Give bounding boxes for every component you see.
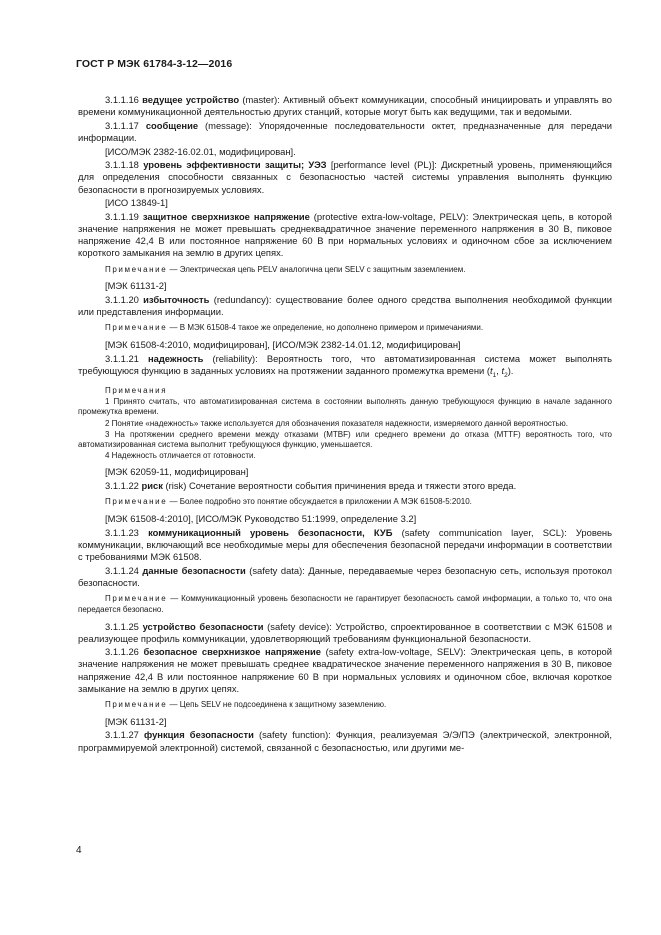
note: Примечание — В МЭК 61508-4 такое же определение, но дополнено примером и примечаниями. bbox=[105, 323, 484, 333]
notes-heading: Примечания bbox=[105, 385, 168, 395]
term-entry-safety-data: 3.1.1.24 данные безопасности (safety data): Данные, передаваемые через безопасную сеть, используя протокол безопасности. bbox=[78, 564, 612, 588]
reference: [ИСО 13849-1] bbox=[105, 197, 168, 209]
term-entry-message: 3.1.1.17 сообщение (message): Упорядоченные последовательности октет, предназначенные для передачи информации. bbox=[78, 119, 613, 143]
reference: [ИСО/МЭК 2382-16.02.01, модифицирован]. bbox=[105, 145, 296, 157]
term-entry-redundancy: 3.1.1.20 избыточность (redundancy): существование более одного средства выполнения необходимой функции или представления информации. bbox=[78, 293, 612, 318]
reference: [МЭК 61131-2] bbox=[105, 280, 167, 292]
note: Примечание — Цепь SELV не подсоединена к защитному заземлению. bbox=[105, 699, 387, 709]
term: сообщение bbox=[145, 119, 199, 131]
reference: [МЭК 61131-2] bbox=[105, 715, 167, 727]
page-number: 4 bbox=[76, 845, 82, 856]
note-item: 4 Надежность отличается от готовности. bbox=[105, 451, 256, 461]
term-entry-pelv: 3.1.1.19 защитное сверхнизкое напряжение (protective extra-low-voltage, PELV): Электрическая цепь, в которой значение напряжения не может превышать среднеквадратичное значение переменного напряжения в 30 В, пиковое напряжение 42,4 В или постоянное напряжение 60 В при нормальных условиях и одиночном сбое за исключением короткого замыкания на землю в других цепях. bbox=[78, 210, 613, 259]
term-entry-safety-device: 3.1.1.25 устройство безопасности (safety device): Устройство, спроектированное в соответствии с МЭК 61508 и реализующее профиль коммуникации, удовлетворяющий требованиям функциональной безопасности. bbox=[78, 620, 612, 644]
note-item: 2 Понятие «надежность» также используется для обозначения показателя надежности, измеряемого данной вероятностью. bbox=[105, 418, 568, 428]
reference: [МЭК 62059-11, модифицирован] bbox=[105, 466, 249, 478]
note: Примечание — Электрическая цепь PELV аналогична цепи SELV с защитным заземлением. bbox=[105, 264, 466, 274]
reference: [МЭК 61508-4:2010, модифицирован], [ИСО/МЭК 2382-14.01.12, модифицирован] bbox=[105, 339, 461, 351]
reference: [МЭК 61508-4:2010], [ИСО/МЭК Руководство 51:1999, определение 3.2] bbox=[105, 512, 417, 524]
document-body bbox=[78, 94, 612, 755]
term: данные безопасности bbox=[142, 564, 246, 576]
term: коммуникационный уровень безопасности, КУБ bbox=[148, 526, 393, 538]
term: ведущее устройство bbox=[142, 94, 240, 105]
term: защитное сверхнизкое напряжение bbox=[142, 210, 310, 222]
term-entry-risk: 3.1.1.22 риск (risk) Сочетание вероятности события причинения вреда и тяжести этого вреда. bbox=[105, 480, 517, 492]
term: безопасное сверхнизкое напряжение bbox=[143, 646, 321, 658]
term-entry-master: 3.1.1.16 ведущее устройство (master): Активный объект коммуникации, способный инициировать и управлять во времени коммуникационной деятельностью других станций, которые могут быть как ведущими, так и ведомыми. bbox=[78, 94, 612, 118]
term-entry-safety-function: 3.1.1.27 функция безопасности (safety function): Функция, реализуемая Э/Э/ПЭ (электрической, электронной, программируемой электронной) системой, связанной с безопасностью, или другими ме- bbox=[78, 729, 613, 753]
term: устройство безопасности bbox=[142, 620, 264, 632]
document-header: ГОСТ Р МЭК 61784-3-12—2016 bbox=[76, 58, 233, 70]
note-item: 1 Принято считать, что автоматизированная система в состоянии выполнять данную требующуюся функцию в начале заданного промежутка времени. bbox=[78, 397, 612, 417]
note: Примечание — Более подробно это понятие обсуждается в приложении А МЭК 61508-5:2010. bbox=[105, 497, 472, 507]
term: надежность bbox=[147, 352, 204, 364]
term: риск bbox=[141, 480, 163, 492]
note: Примечание — Коммуникационный уровень безопасности не гарантирует безопасность самой информации, а только то, что она передается безопасно. bbox=[78, 593, 612, 614]
term-entry-performance-level: 3.1.1.18 уровень эффективности защиты; УЭЗ [performance level (PL)]: Дискретный уровень, применяющийся для определения способности связанных с безопасностью частей системы управления выполнять функцию безопасности в прогнозируемых условиях. bbox=[78, 159, 612, 195]
term-entry-scl: 3.1.1.23 коммуникационный уровень безопасности, КУБ (safety communication layer, SCL): Уровень коммуникации, включающий все необходимые меры для обеспечения безопасной передачи информации в соответствии с требованиями МЭК 61508. bbox=[78, 526, 612, 562]
term-entry-selv: 3.1.1.26 безопасное сверхнизкое напряжение (safety extra-low-voltage, SELV): Электрическая цепь, в которой значение напряжения не может превышать среднее квадратическое значение переменного напряжения в 30 В, пиковое напряжение 42,4 В или постоянное напряжение 60 В при нормальных условиях и одиночном сбое, включая короткое замыкание на землю в других цепях. bbox=[78, 646, 612, 694]
term-entry-reliability: 3.1.1.21 надежность (reliability): Вероятность того, что автоматизированная система может выполнять требующуюся функцию в заданных условиях на протяжении заданного промежутка времени ($t_1$, $t_2$). bbox=[78, 352, 612, 379]
term: избыточность bbox=[143, 293, 210, 305]
term: функция безопасности bbox=[144, 729, 254, 741]
note-item: 3 На протяжении среднего времени между отказами (MTBF) или среднего времени до отказа (MTTF) вероятность того, что автоматизированная система выполнит требующуюся функцию, уменьшается. bbox=[78, 429, 612, 449]
term: уровень эффективности защиты; УЭЗ bbox=[143, 159, 327, 171]
